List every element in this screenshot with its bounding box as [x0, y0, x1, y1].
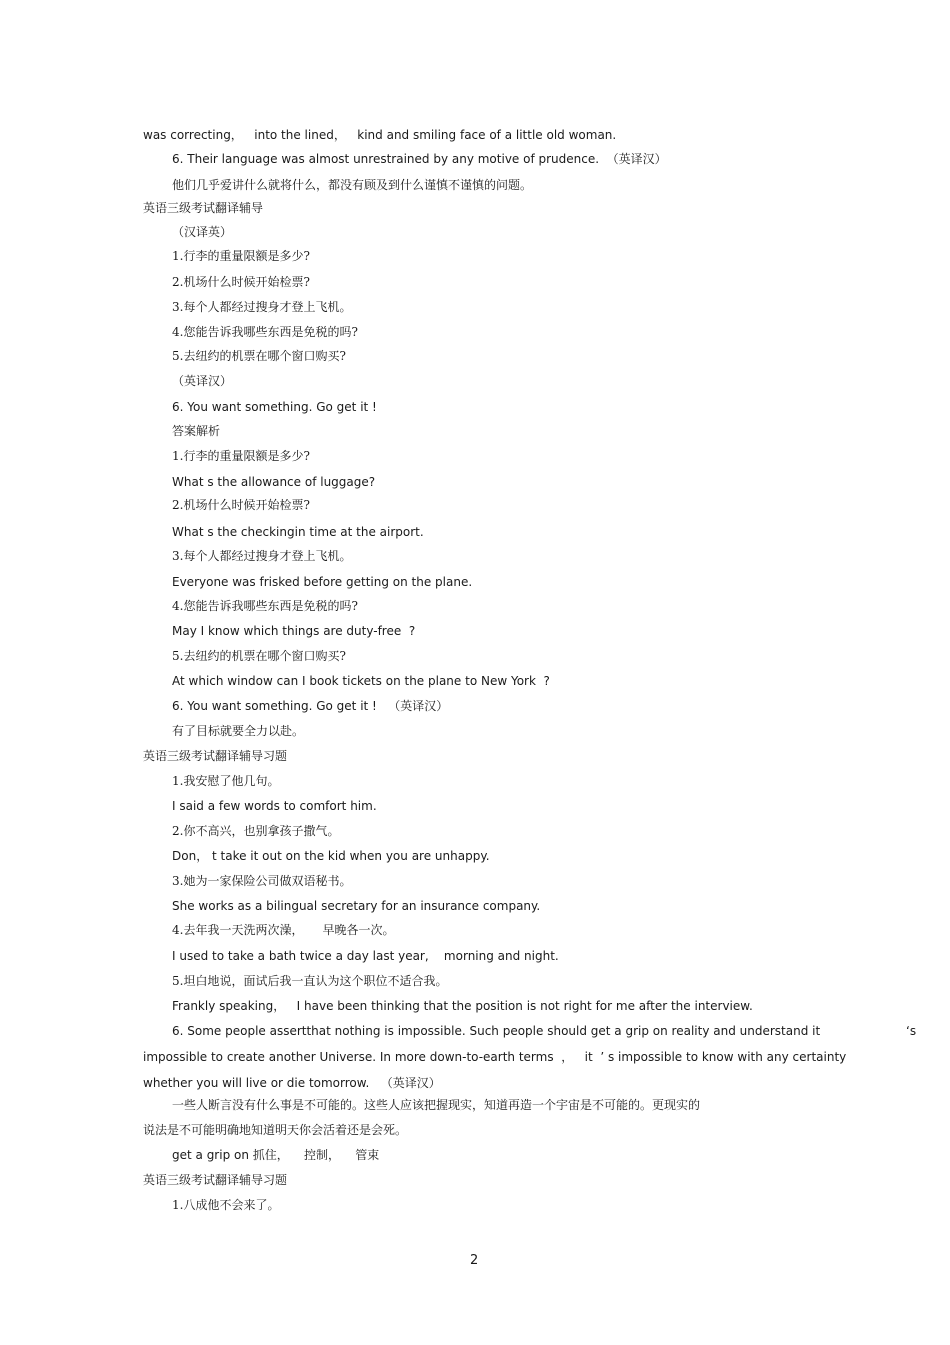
text-line: 2.机场什么时候开始检票?	[172, 275, 310, 289]
section-heading: 英语三级考试翻译辅导	[143, 201, 264, 215]
text-line: 3.每个人都经过搜身才登上飞机。	[172, 549, 352, 563]
text-line: get a grip on 抓住， 控制， 管束	[172, 1148, 380, 1162]
text-line: 答案解析	[172, 424, 221, 438]
text-line: What s the checkingin time at the airport.	[172, 525, 424, 539]
text-line: May I know which things are duty-free ?	[172, 624, 416, 638]
text-line: 1.我安慰了他几句。	[172, 774, 280, 788]
text-line: 他们几乎爱讲什么就将什么，都没有顾及到什么谨慎不谨慎的问题。	[172, 178, 533, 192]
text-line: 4.去年我一天洗两次澡， 早晚各一次。	[172, 923, 395, 937]
text-line: 3.她为一家保险公司做双语秘书。	[172, 874, 352, 888]
text-line: 1.行李的重量限额是多少?	[172, 449, 310, 463]
text-line: whether you will live or die tomorrow. （英译汉）	[143, 1076, 441, 1090]
text-line: Frankly speaking， I have been thinking that the position is not right for me after the interview.	[172, 999, 753, 1013]
text-line: 有了目标就要全力以赴。	[172, 724, 305, 738]
text-line: 2.你不高兴，也别拿孩子撒气。	[172, 824, 340, 838]
text-line: 说法是不可能明确地知道明天你会活着还是会死。	[143, 1123, 408, 1137]
text-line: 5.去纽约的机票在哪个窗口购买?	[172, 649, 346, 663]
section-heading: 英语三级考试翻译辅导习题	[143, 749, 288, 763]
text-line: 6. You want something. Go get it !	[172, 400, 377, 414]
page-number: 2	[470, 1253, 479, 1268]
text-line: impossible to create another Universe. In more down-to-earth terms ， it ’ s impossible to know with any certainty	[143, 1050, 847, 1064]
text-line: At which window can I book tickets on the plane to New York ?	[172, 674, 550, 688]
text-line: I used to take a bath twice a day last year, morning and night.	[172, 949, 559, 963]
section-heading: 英语三级考试翻译辅导习题	[143, 1173, 288, 1187]
text-line: （汉译英）	[172, 225, 233, 239]
text-line: 一些人断言没有什么事是不可能的。这些人应该把握现实，知道再造一个宇宙是不可能的。更现实的	[172, 1098, 701, 1112]
text-line: She works as a bilingual secretary for an insurance company.	[172, 899, 541, 913]
text-line: （英译汉）	[172, 374, 233, 388]
text-line: What s the allowance of luggage?	[172, 475, 376, 489]
text-line: 3.每个人都经过搜身才登上飞机。	[172, 300, 352, 314]
text-line: was correcting， into the lined， kind and smiling face of a little old woman.	[143, 128, 617, 142]
text-line: 4.您能告诉我哪些东西是免税的吗?	[172, 599, 358, 613]
text-line: 6. Some people assertthat nothing is impossible. Such people should get a grip on reality and understand it	[172, 1024, 821, 1038]
text-line: Don， t take it out on the kid when you are unhappy.	[172, 849, 490, 863]
text-line: 1.八成他不会来了。	[172, 1198, 280, 1212]
text-line: Everyone was frisked before getting on the plane.	[172, 575, 473, 589]
text-line: 5.坦白地说，面试后我一直认为这个职位不适合我。	[172, 974, 448, 988]
text-line: 6. You want something. Go get it ! （英译汉）	[172, 699, 449, 713]
text-line: 1.行李的重量限额是多少?	[172, 249, 310, 263]
text-line: 5.去纽约的机票在哪个窗口购买?	[172, 349, 346, 363]
text-line: 6. Their language was almost unrestrained by any motive of prudence. （英译汉）	[172, 152, 667, 166]
text-line: 2.机场什么时候开始检票?	[172, 498, 310, 512]
text-line: 4.您能告诉我哪些东西是免税的吗?	[172, 325, 358, 339]
text-line: I said a few words to comfort him.	[172, 799, 377, 813]
text-fragment: ‘s	[906, 1024, 917, 1038]
